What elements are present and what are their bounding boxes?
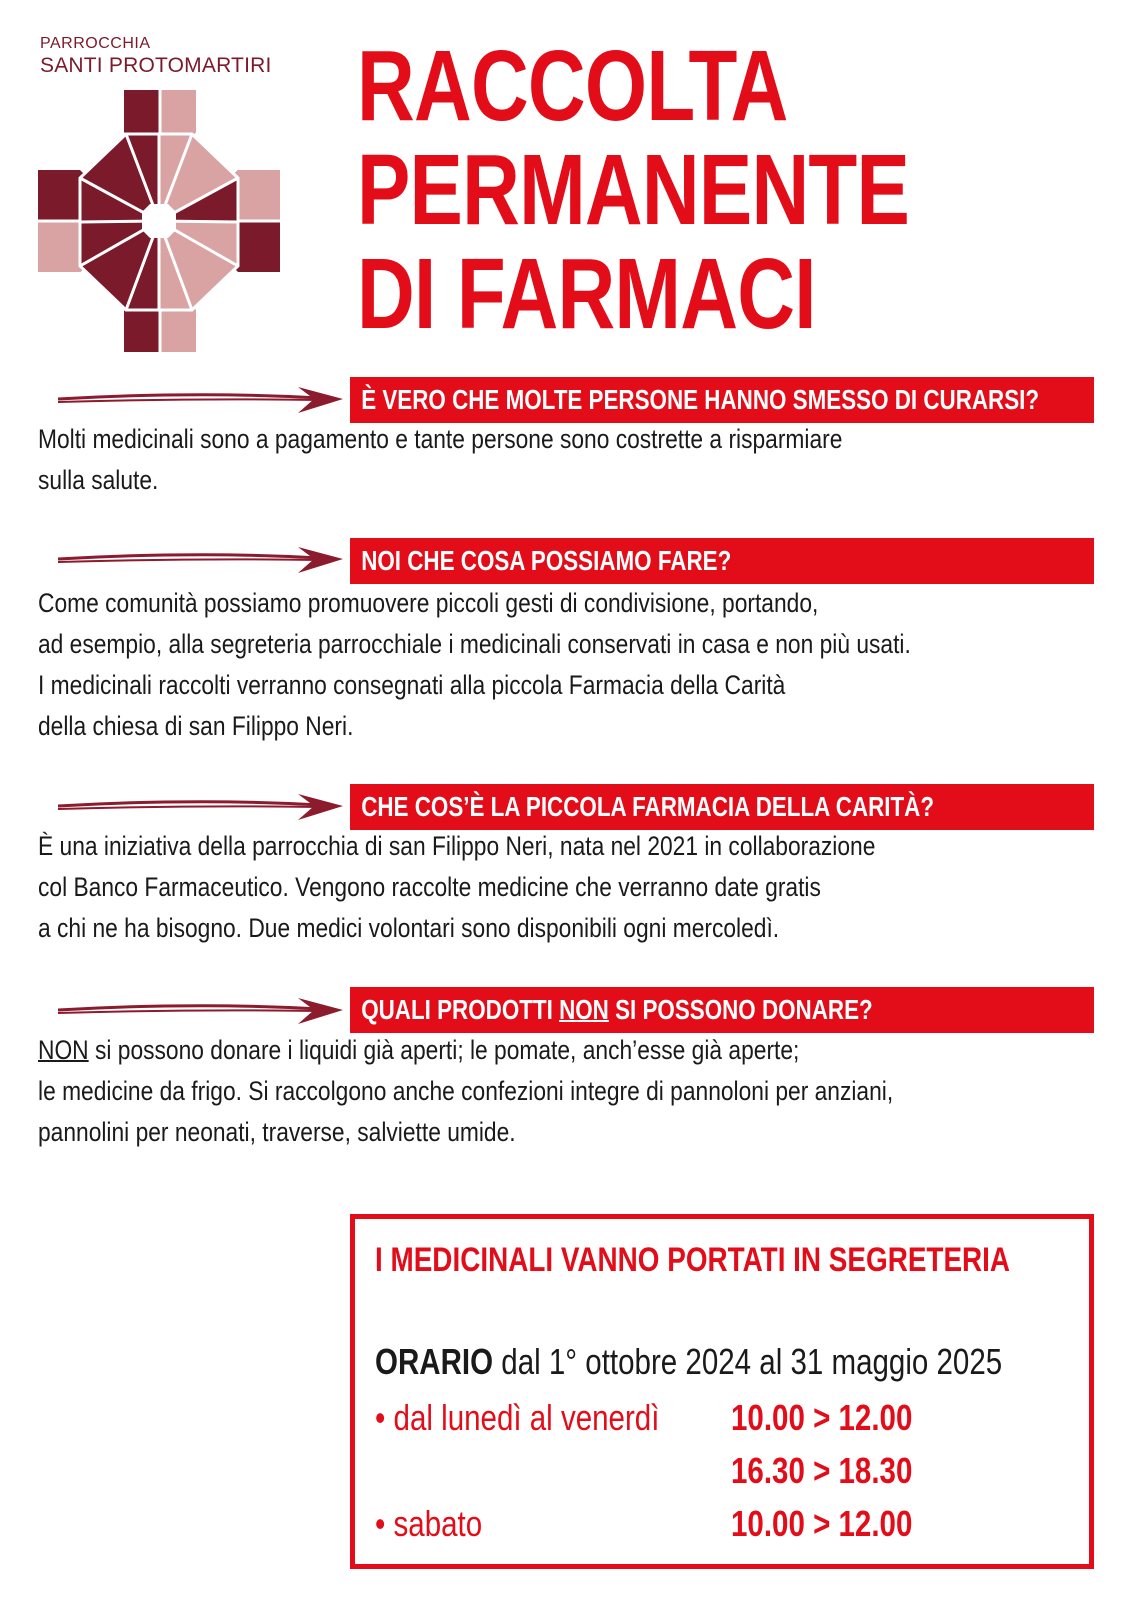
answer-line: Molti medicinali sono a pagamento e tante persone sono costrette a risparmiare	[38, 424, 843, 454]
schedule-time: 10.00 > 12.00	[731, 1503, 913, 1544]
question-bar	[350, 538, 1094, 584]
answer-line: col Banco Farmaceutico. Vengono raccolte medicine che verranno date gratis	[38, 872, 821, 902]
question-text	[350, 987, 873, 1033]
answer-paragraph	[38, 1030, 1088, 1153]
info-box	[350, 1214, 1094, 1569]
orario-label: ORARIO	[375, 1341, 494, 1382]
title-line: PERMANENTE	[357, 134, 910, 246]
arrow-icon	[58, 385, 343, 415]
answer-line: È una iniziativa della parrocchia di san Filippo Neri, nata nel 2021 in collaborazione	[38, 831, 876, 861]
question-prefix: QUALI PRODOTTI	[361, 994, 560, 1025]
answer-line	[38, 1030, 941, 1071]
question-suffix: SI POSSONO DONARE?	[608, 994, 873, 1025]
question-bar	[350, 377, 1094, 423]
question-bar	[350, 987, 1094, 1033]
title-line: DI FARMACI	[357, 238, 816, 350]
parish-title: SANTI PROTOMARTIRI	[40, 54, 272, 77]
answer-paragraph	[38, 583, 1088, 747]
schedule-day: • dal lunedì al venerdì	[375, 1397, 660, 1438]
answer-line: le medicine da frigo. Si raccolgono anche confezioni integre di pannoloni per anziani,	[38, 1076, 894, 1106]
answer-line: a chi ne ha bisogno. Due medici volontari sono disponibili ogni mercoledì.	[38, 913, 780, 943]
question-text: È VERO CHE MOLTE PERSONE HANNO SMESSO DI CURARSI?	[361, 384, 1040, 415]
question-bar	[350, 784, 1094, 830]
page-title	[357, 30, 910, 350]
title-line: RACCOLTA	[357, 30, 788, 142]
answer-line: sulla salute.	[38, 465, 159, 495]
info-box-title: I MEDICINALI VANNO PORTATI IN SEGRETERIA	[375, 1241, 1011, 1279]
orario-line	[375, 1341, 1002, 1383]
answer-line: della chiesa di san Filippo Neri.	[38, 711, 354, 741]
answer-paragraph	[38, 419, 1088, 501]
orario-period: dal 1° ottobre 2024 al 31 maggio 2025	[493, 1341, 1003, 1382]
answer-line: pannolini per neonati, traverse, salviette umide.	[38, 1117, 516, 1147]
arrow-icon	[58, 792, 343, 822]
stained-glass-cross-logo	[38, 90, 280, 352]
answer-paragraph	[38, 826, 1088, 949]
answer-line: Come comunità possiamo promuovere piccoli gesti di condivisione, portando,	[38, 588, 819, 618]
schedule-time: 10.00 > 12.00	[731, 1397, 913, 1438]
question-underlined: NON	[559, 994, 609, 1025]
arrow-icon	[58, 545, 343, 575]
answer-line: I medicinali raccolti verranno consegnati alla piccola Farmacia della Carità	[38, 670, 786, 700]
arrow-icon	[58, 996, 343, 1026]
schedule-time: 16.30 > 18.30	[731, 1450, 913, 1491]
answer-underlined: NON	[38, 1035, 89, 1065]
question-text: NOI CHE COSA POSSIAMO FARE?	[361, 545, 732, 576]
schedule-day: • sabato	[375, 1503, 483, 1544]
answer-line-rest: si possono donare i liquidi già aperti; le pomate, anch’esse già aperte;	[88, 1035, 800, 1065]
parish-label: PARROCCHIA	[40, 35, 151, 52]
answer-line: ad esempio, alla segreteria parrocchiale i medicinali conservati in casa e non più usati.	[38, 629, 911, 659]
question-text: CHE COS’È LA PICCOLA FARMACIA DELLA CARITÀ?	[361, 791, 935, 822]
parish-name	[40, 36, 272, 76]
